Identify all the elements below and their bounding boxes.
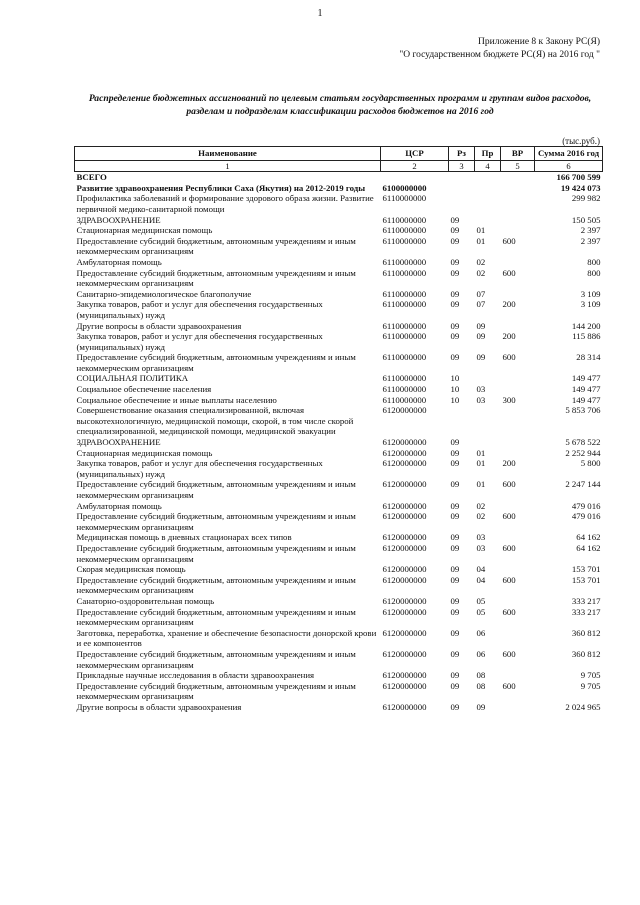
row-sum: 9 705 <box>580 670 601 681</box>
row-csr: 6120000000 <box>382 437 427 448</box>
row-name: Другие вопросы в области здравоохранения <box>76 320 242 331</box>
row-pr: 09 <box>476 331 486 342</box>
row-csr: 6120000000 <box>382 542 427 553</box>
table-row <box>75 670 603 681</box>
row-pr: 06 <box>476 627 486 638</box>
table-header-row <box>75 147 603 161</box>
row-sum: 153 701 <box>571 564 601 575</box>
row-name: Другие вопросы в области здравоохранения <box>76 701 242 712</box>
row-vr <box>501 193 535 214</box>
row-csr: 6110000000 <box>382 299 427 310</box>
row-rz: 09 <box>450 331 460 342</box>
row-csr: 6120000000 <box>382 564 427 575</box>
row-csr: 6120000000 <box>382 458 427 469</box>
row-sum: 150 505 <box>571 214 601 225</box>
row-csr: 6120000000 <box>382 479 427 490</box>
document-title: Распределение бюджетных ассигнований по целевым статьям государственных программ и группам видов расходов, разделам и подразделам классификации расходов бюджетов на 2016 год <box>88 93 592 117</box>
row-sum: 64 162 <box>576 542 601 553</box>
row-vr <box>501 501 535 512</box>
row-csr: 6120000000 <box>382 511 427 522</box>
row-rz: 09 <box>450 627 460 638</box>
table-row <box>75 479 603 500</box>
row-sum: 19 424 073 <box>560 182 601 193</box>
col-number: 3 <box>449 160 475 172</box>
row-sum: 360 812 <box>571 627 601 638</box>
table-row <box>75 702 603 713</box>
row-csr: 6120000000 <box>382 670 427 681</box>
row-rz: 09 <box>450 564 460 575</box>
row-csr: 6110000000 <box>382 193 427 204</box>
row-rz <box>449 183 475 194</box>
row-name: Скорая медицинская помощь <box>76 564 186 575</box>
row-vr <box>501 384 535 395</box>
row-sum: 333 217 <box>571 595 601 606</box>
row-rz: 09 <box>450 235 460 246</box>
row-rz: 09 <box>450 214 460 225</box>
row-name: Профилактика заболеваний и формирование здорового образа жизни. Развитие первичной медико-санитарной помощи <box>76 193 374 214</box>
row-sum: 360 812 <box>571 648 601 659</box>
row-name: Стационарная медицинская помощь <box>76 447 213 458</box>
row-sum: 2 247 144 <box>565 479 601 490</box>
row-csr: 6110000000 <box>382 384 427 395</box>
row-vr: 600 <box>502 542 516 553</box>
row-sum: 299 982 <box>571 193 601 204</box>
row-rz: 09 <box>450 458 460 469</box>
row-name: Предоставление субсидий бюджетным, автономным учреждениям и иным некоммерческим организациям <box>76 542 356 564</box>
table-row <box>75 193 603 214</box>
row-sum: 149 477 <box>571 373 601 384</box>
row-pr <box>475 215 501 226</box>
header-name: Наименование <box>75 147 381 161</box>
table-row <box>75 405 603 437</box>
row-name: Предоставление субсидий бюджетным, автономным учреждениям и иным некоммерческим организациям <box>76 479 356 500</box>
page-number: 1 <box>317 8 323 19</box>
row-pr: 02 <box>476 267 486 278</box>
row-rz: 09 <box>450 299 460 310</box>
row-rz: 09 <box>450 670 460 681</box>
row-rz: 09 <box>450 447 460 458</box>
col-number: 2 <box>381 160 449 172</box>
row-csr: 6120000000 <box>382 680 427 691</box>
table-row <box>75 532 603 543</box>
row-csr: 6110000000 <box>382 288 427 299</box>
row-name: Предоставление субсидий бюджетным, автономным учреждениям и иным некоммерческим организациям <box>76 606 356 628</box>
row-pr <box>475 183 501 194</box>
row-name: Закупка товаров, работ и услуг для обеспечения государственных (муниципальных) нужд <box>76 299 323 320</box>
row-rz: 09 <box>450 500 460 511</box>
row-name: Санаторно-оздоровительная помощь <box>76 595 215 606</box>
table-row <box>75 289 603 300</box>
row-pr: 07 <box>476 288 486 299</box>
row-name: Стационарная медицинская помощь <box>76 225 213 236</box>
column-number-row <box>75 160 603 172</box>
row-vr: 200 <box>502 458 516 469</box>
table-row <box>75 501 603 512</box>
row-name: Предоставление субсидий бюджетным, автономным учреждениям и иным некоммерческим организациям <box>76 235 356 257</box>
table-row <box>75 458 603 479</box>
col-number: 6 <box>535 160 603 172</box>
row-rz: 09 <box>450 680 460 691</box>
table-row <box>75 511 603 532</box>
row-rz: 10 <box>450 394 460 405</box>
row-name: Предоставление субсидий бюджетным, автономным учреждениям и иным некоммерческим организациям <box>76 267 356 289</box>
row-csr: 6110000000 <box>382 267 427 278</box>
row-vr <box>501 321 535 332</box>
row-vr <box>501 225 535 236</box>
budget-table <box>74 146 603 712</box>
row-csr: 6110000000 <box>382 394 427 405</box>
row-pr: 02 <box>476 256 486 267</box>
row-pr: 08 <box>476 670 486 681</box>
row-name: Предоставление субсидий бюджетным, автономным учреждениям и иным некоммерческим организациям <box>76 574 356 596</box>
row-csr: 6110000000 <box>382 352 427 363</box>
row-name: Медицинская помощь в дневных стационарах всех типов <box>76 532 292 543</box>
row-vr <box>501 289 535 300</box>
table-row <box>75 215 603 226</box>
table-row <box>75 649 603 670</box>
row-rz: 09 <box>450 352 460 363</box>
row-vr <box>501 172 535 183</box>
row-vr: 600 <box>502 235 516 246</box>
row-csr: 6110000000 <box>382 235 427 246</box>
row-vr: 300 <box>502 394 516 405</box>
row-rz: 10 <box>450 384 460 395</box>
row-csr: 6120000000 <box>382 648 427 659</box>
row-rz: 09 <box>450 532 460 543</box>
row-csr: 6100000000 <box>382 182 427 193</box>
row-vr <box>501 405 535 437</box>
row-pr <box>475 193 501 214</box>
row-csr: 6120000000 <box>382 606 427 617</box>
row-name: Совершенствование оказания специализированной, включая высокотехнологичную, медицинской помощи, скорой, в том числе скорой специализированной, медицинской помощи, медицинской эвакуации <box>76 405 354 437</box>
table-row <box>75 373 603 384</box>
table-row <box>75 172 603 183</box>
row-pr: 03 <box>476 542 486 553</box>
row-pr <box>475 437 501 448</box>
row-name: Амбулаторная помощь <box>76 500 162 511</box>
row-sum: 5 853 706 <box>565 405 601 416</box>
row-rz: 09 <box>450 256 460 267</box>
row-name: ВСЕГО <box>76 172 107 183</box>
appendix-line-2: "О государственном бюджете РС(Я) на 2016 год " <box>399 50 600 60</box>
row-rz: 09 <box>450 574 460 585</box>
table-row <box>75 628 603 649</box>
row-sum: 3 109 <box>580 288 601 299</box>
row-pr: 09 <box>476 701 486 712</box>
row-rz: 09 <box>450 225 460 236</box>
row-vr: 600 <box>502 267 516 278</box>
row-sum: 479 016 <box>571 500 601 511</box>
row-vr <box>501 215 535 226</box>
row-name: Социальное обеспечение и иные выплаты населению <box>76 394 277 405</box>
row-rz: 09 <box>450 701 460 712</box>
row-sum: 2 024 965 <box>565 701 601 712</box>
table-row <box>75 321 603 332</box>
row-pr: 07 <box>476 299 486 310</box>
header-pr: Пр <box>475 147 501 161</box>
row-rz: 09 <box>450 479 460 490</box>
row-pr: 04 <box>476 574 486 585</box>
appendix-note <box>399 36 600 62</box>
row-pr: 09 <box>476 320 486 331</box>
col-number: 4 <box>475 160 501 172</box>
row-name: Заготовка, переработка, хранение и обеспечение безопасности донорской крови и ее компонентов <box>76 627 377 649</box>
row-name: ЗДРАВООХРАНЕНИЕ <box>76 214 161 225</box>
row-pr: 06 <box>476 648 486 659</box>
table-row <box>75 257 603 268</box>
row-rz: 10 <box>450 373 460 384</box>
row-rz: 09 <box>450 542 460 553</box>
table-row <box>75 448 603 459</box>
row-sum: 800 <box>587 267 601 278</box>
header-rz: Рз <box>449 147 475 161</box>
row-name: Развитие здравоохранения Республики Саха (Якутия) на 2012-2019 годы <box>76 182 366 193</box>
row-name: Закупка товаров, работ и услуг для обеспечения государственных (муниципальных) нужд <box>76 331 323 352</box>
table-row <box>75 299 603 320</box>
row-sum: 166 700 599 <box>556 172 601 183</box>
row-rz: 09 <box>450 511 460 522</box>
row-pr <box>475 373 501 384</box>
row-rz: 09 <box>450 288 460 299</box>
col-number: 1 <box>75 160 381 172</box>
row-pr <box>475 405 501 437</box>
table-row <box>75 681 603 702</box>
row-csr <box>381 172 449 183</box>
row-vr <box>501 564 535 575</box>
row-sum: 5 678 522 <box>565 437 601 448</box>
row-pr: 01 <box>476 225 486 236</box>
row-rz <box>449 193 475 214</box>
row-pr: 02 <box>476 500 486 511</box>
row-sum: 479 016 <box>571 511 601 522</box>
row-rz: 09 <box>450 437 460 448</box>
header-csr: ЦСР <box>381 147 449 161</box>
row-csr: 6120000000 <box>382 595 427 606</box>
row-name: Прикладные научные исследования в области здравоохранения <box>76 670 315 681</box>
row-sum: 153 701 <box>571 574 601 585</box>
row-name: Социальное обеспечение населения <box>76 384 212 395</box>
row-vr: 600 <box>502 352 516 363</box>
table-row <box>75 596 603 607</box>
row-vr <box>501 628 535 649</box>
row-sum: 2 252 944 <box>565 447 601 458</box>
row-name: Предоставление субсидий бюджетным, автономным учреждениям и иным некоммерческим организациям <box>76 511 356 532</box>
row-name: Предоставление субсидий бюджетным, автономным учреждениям и иным некоммерческим организациям <box>76 648 356 670</box>
row-rz: 09 <box>450 595 460 606</box>
row-csr: 6120000000 <box>382 701 427 712</box>
row-pr: 03 <box>476 394 486 405</box>
table-row <box>75 575 603 596</box>
table-row <box>75 268 603 289</box>
row-pr: 05 <box>476 606 486 617</box>
table-row <box>75 183 603 194</box>
row-sum: 800 <box>587 256 601 267</box>
row-rz <box>449 405 475 437</box>
row-sum: 115 886 <box>572 331 601 342</box>
table-row <box>75 384 603 395</box>
row-sum: 144 200 <box>571 320 601 331</box>
row-name: ЗДРАВООХРАНЕНИЕ <box>76 437 161 448</box>
table-row <box>75 437 603 448</box>
row-csr: 6110000000 <box>382 320 427 331</box>
row-csr: 6120000000 <box>382 500 427 511</box>
row-pr: 01 <box>476 447 486 458</box>
row-name: Амбулаторная помощь <box>76 256 162 267</box>
row-rz: 09 <box>450 320 460 331</box>
row-vr: 600 <box>502 648 516 659</box>
col-number: 5 <box>501 160 535 172</box>
row-name: Предоставление субсидий бюджетным, автономным учреждениям и иным некоммерческим организациям <box>76 352 356 373</box>
units-label: (тыс.руб.) <box>562 136 600 146</box>
row-sum: 2 397 <box>580 225 601 236</box>
table-row <box>75 543 603 564</box>
row-csr: 6120000000 <box>382 447 427 458</box>
row-sum: 5 800 <box>580 458 601 469</box>
row-vr <box>501 532 535 543</box>
row-name: Закупка товаров, работ и услуг для обеспечения государственных (муниципальных) нужд <box>76 458 323 479</box>
table-row <box>75 236 603 257</box>
row-vr: 600 <box>502 606 516 617</box>
row-pr: 01 <box>476 458 486 469</box>
header-vr: ВР <box>501 147 535 161</box>
row-csr: 6120000000 <box>382 532 427 543</box>
row-pr: 01 <box>476 479 486 490</box>
table-row <box>75 352 603 373</box>
row-pr <box>475 172 501 183</box>
row-sum: 149 477 <box>571 384 601 395</box>
row-vr <box>501 373 535 384</box>
row-pr: 01 <box>476 235 486 246</box>
row-vr <box>501 670 535 681</box>
row-vr: 600 <box>502 680 516 691</box>
row-csr: 6110000000 <box>382 214 427 225</box>
row-pr: 03 <box>476 384 486 395</box>
table-body <box>75 172 603 713</box>
row-csr: 6110000000 <box>382 373 427 384</box>
row-csr: 6120000000 <box>382 405 427 416</box>
row-sum: 28 314 <box>576 352 601 363</box>
row-vr: 600 <box>502 511 516 522</box>
row-name: Предоставление субсидий бюджетным, автономным учреждениям и иным некоммерческим организациям <box>76 680 356 702</box>
row-sum: 3 109 <box>580 299 601 310</box>
row-vr: 600 <box>502 479 516 490</box>
row-vr <box>501 702 535 713</box>
row-csr: 6110000000 <box>382 225 427 236</box>
row-name: СОЦИАЛЬНАЯ ПОЛИТИКА <box>76 373 189 384</box>
row-vr <box>501 257 535 268</box>
table-row <box>75 607 603 628</box>
row-pr: 03 <box>476 532 486 543</box>
table-row <box>75 395 603 406</box>
row-rz: 09 <box>450 606 460 617</box>
row-vr: 200 <box>502 299 516 310</box>
table-row <box>75 331 603 352</box>
row-csr: 6110000000 <box>382 256 427 267</box>
table-row <box>75 225 603 236</box>
row-sum: 2 397 <box>580 235 601 246</box>
row-rz: 09 <box>450 648 460 659</box>
row-sum: 149 477 <box>571 394 601 405</box>
table-row <box>75 564 603 575</box>
row-vr: 200 <box>502 331 516 342</box>
row-vr <box>501 596 535 607</box>
appendix-line-1: Приложение 8 к Закону РС(Я) <box>478 37 600 47</box>
row-vr <box>501 437 535 448</box>
row-sum: 64 162 <box>576 532 601 543</box>
row-sum: 333 217 <box>571 606 601 617</box>
row-pr: 09 <box>476 352 486 363</box>
row-pr: 05 <box>476 595 486 606</box>
row-pr: 04 <box>476 564 486 575</box>
header-sum: Сумма 2016 год <box>535 147 603 161</box>
row-name: Санитарно-эпидемиологическое благополучие <box>76 288 252 299</box>
row-csr: 6120000000 <box>382 574 427 585</box>
row-sum: 9 705 <box>580 680 601 691</box>
row-vr <box>501 448 535 459</box>
row-csr: 6120000000 <box>382 627 427 638</box>
row-csr: 6110000000 <box>382 331 427 342</box>
row-rz: 09 <box>450 267 460 278</box>
row-rz <box>449 172 475 183</box>
row-vr <box>501 183 535 194</box>
row-pr: 08 <box>476 680 486 691</box>
row-vr: 600 <box>502 574 516 585</box>
row-pr: 02 <box>476 511 486 522</box>
